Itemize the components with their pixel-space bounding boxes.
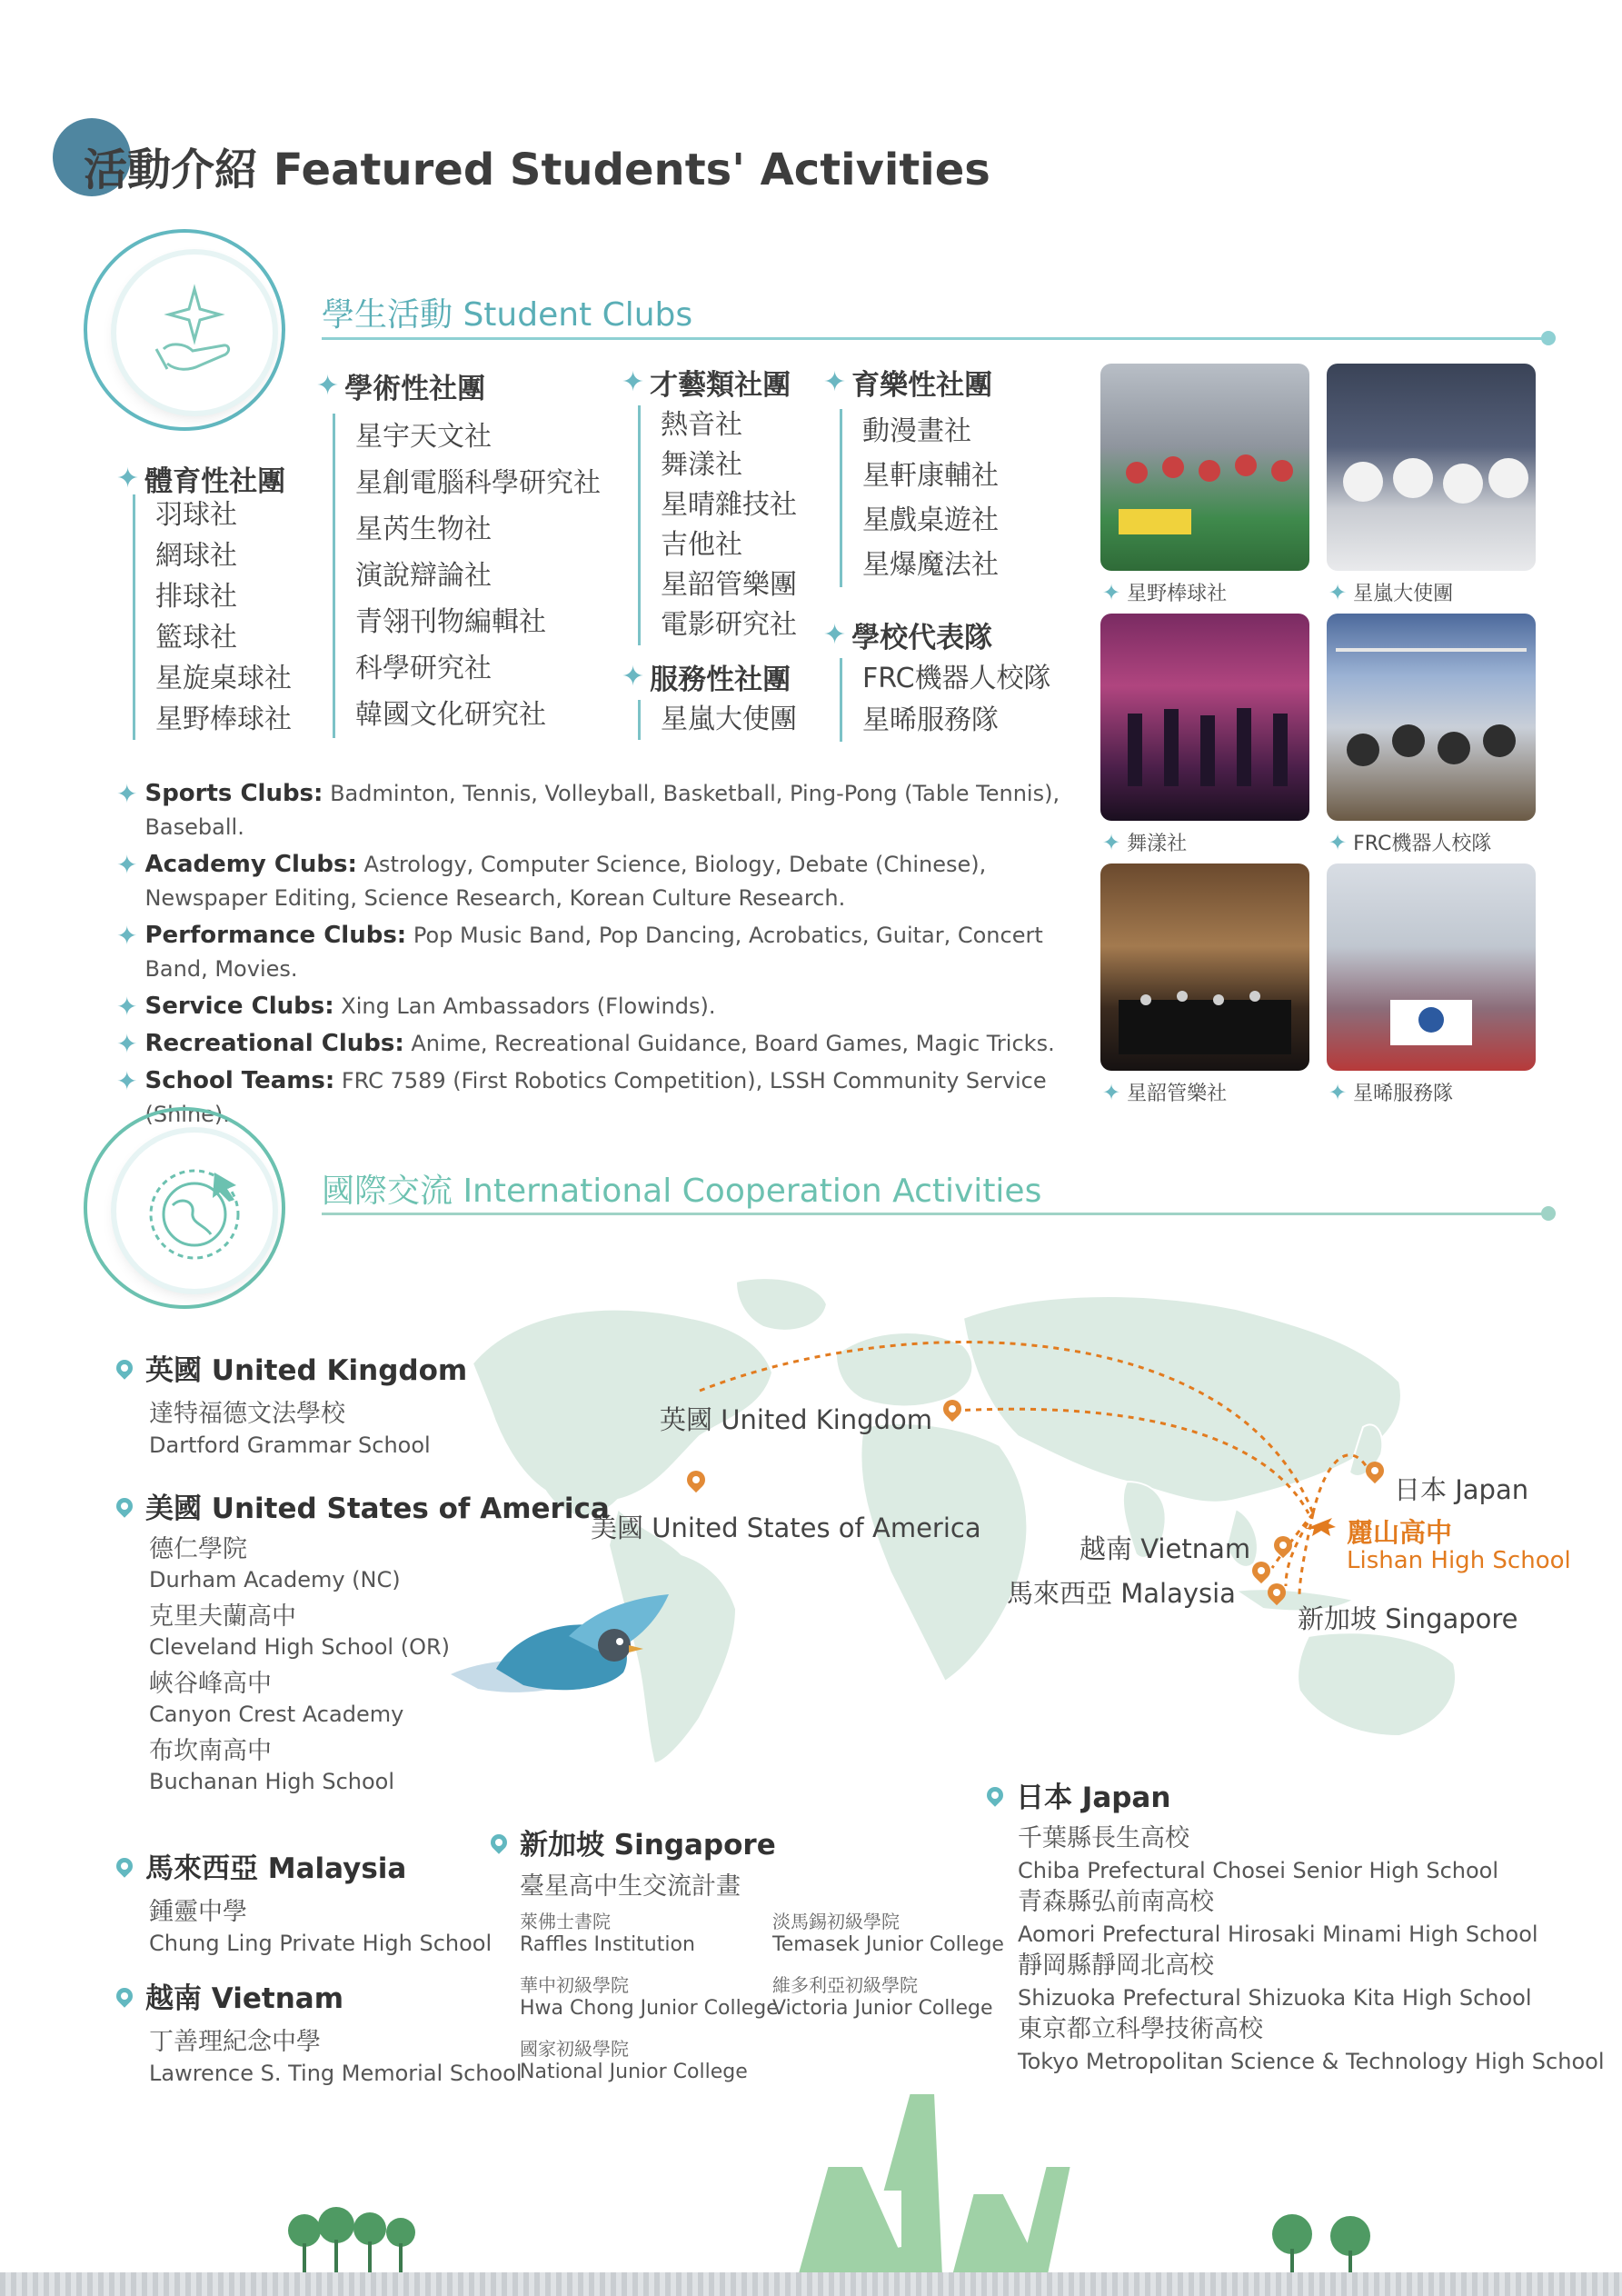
intl-section-line: [322, 1213, 1548, 1215]
star-bullet-icon: ✦: [316, 370, 340, 402]
photo-caption: ✦ 舞漾社: [1102, 830, 1188, 855]
club-item: 羽球社: [155, 499, 237, 531]
star-bullet-icon: ✦: [1328, 830, 1348, 855]
map-label-home-en: Lishan High School: [1347, 1547, 1571, 1574]
school-name-en: Temasek Junior College: [772, 1933, 1004, 1956]
clubs-badge: [116, 255, 273, 411]
star-bullet-icon: ✦: [116, 463, 140, 494]
tree-icon: [286, 2203, 423, 2276]
school-name-zh: 德仁學院: [149, 1535, 247, 1563]
location-pin-icon: [113, 1494, 135, 1517]
sparkle-hand-icon: [116, 255, 273, 411]
club-item: 演說辯論社: [355, 560, 492, 592]
school-name-en: Cleveland High School (OR): [149, 1634, 450, 1660]
school-name-zh: 萊佛士書院: [520, 1911, 611, 1932]
club-item: 星創電腦科學研究社: [355, 467, 601, 499]
school-teams-head: ✦ 學校代表隊: [823, 619, 993, 654]
star-bullet-icon: ✦: [116, 1029, 138, 1059]
school-teams-list: [840, 658, 1051, 742]
map-label-singapore: 新加坡 Singapore: [1298, 1603, 1518, 1634]
star-bullet-icon: ✦: [1328, 580, 1348, 605]
country-block-usa: [116, 1485, 610, 1795]
country-block-uk: [116, 1347, 467, 1458]
country-heading: 美國 United States of America: [116, 1485, 610, 1526]
location-pin-icon: [983, 1783, 1006, 1806]
performance-clubs-list: [638, 405, 797, 645]
recreational-clubs-list: [840, 409, 999, 587]
club-item: 星野棒球社: [155, 704, 292, 735]
club-item: 青翎刊物編輯社: [355, 606, 546, 638]
tree-icon: [1265, 2209, 1383, 2281]
school-name-en: Durham Academy (NC): [149, 1567, 401, 1592]
country-block-japan: [987, 1774, 1604, 2077]
description-row: ✦ Sports Clubs: Badminton, Tennis, Volleyball, Basketball, Ping-Pong (Table Tennis), Baseball.: [116, 779, 1060, 840]
school-name-zh: 峽谷峰高中: [149, 1670, 272, 1698]
school-name-zh: 丁善理紀念中學: [149, 2028, 321, 2056]
school-name-en: Canyon Crest Academy: [149, 1702, 404, 1727]
club-item: FRC機器人校隊: [862, 663, 1051, 694]
club-item: 星韶管樂團: [661, 569, 797, 601]
club-item: 星嵐大使團: [661, 704, 797, 735]
club-item: 籃球社: [155, 622, 237, 654]
description-row: ✦ Recreational Clubs: Anime, Recreational Guidance, Board Games, Magic Tricks.: [116, 1029, 1055, 1059]
star-bullet-icon: ✦: [622, 661, 645, 693]
description-row: ✦ Performance Clubs: Pop Music Band, Pop Dancing, Acrobatics, Guitar, Concert Band, Movies.: [116, 921, 1043, 982]
school-name-zh: 鍾靈中學: [149, 1898, 247, 1926]
school-name-en: Lawrence S. Ting Memorial School: [149, 2061, 522, 2086]
club-item: 動漫畫社: [862, 415, 971, 447]
location-pin-icon: [113, 1356, 135, 1379]
airplane-icon: [1301, 1509, 1338, 1545]
nn-logo-sculpture: [772, 2056, 1081, 2296]
program-name: 臺星高中生交流計畫: [520, 1872, 741, 1901]
club-item: 星旋桌球社: [155, 663, 292, 694]
star-bullet-icon: ✦: [622, 366, 645, 398]
intl-section-title: 國際交流 International Cooperation Activities: [322, 1173, 1042, 1210]
map-label-vietnam: 越南 Vietnam: [1080, 1533, 1251, 1564]
academy-clubs-head: ✦ 學術性社團: [316, 370, 486, 405]
country-heading: 日本 Japan: [987, 1774, 1604, 1815]
photo-caption: ✦ 星野棒球社: [1102, 580, 1228, 605]
sports-clubs-list: [133, 494, 292, 740]
intl-badge: [116, 1133, 273, 1289]
club-item: 舞漾社: [661, 449, 742, 481]
club-item: 星晞服務隊: [862, 704, 999, 736]
club-item: 吉他社: [661, 529, 742, 561]
map-label-malaysia: 馬來西亞 Malaysia: [1007, 1578, 1236, 1609]
club-item: 科學研究社: [355, 653, 492, 684]
photo-caption: ✦ 星韶管樂社: [1102, 1080, 1228, 1105]
photo-caption: ✦ 星晞服務隊: [1328, 1080, 1454, 1105]
ground-strip: [0, 2272, 1622, 2296]
school-name-zh: 國家初級學院: [520, 2038, 629, 2060]
club-item: 網球社: [155, 540, 237, 572]
map-label-usa: 美國 United States of America: [591, 1512, 981, 1543]
description-row: ✦ Service Clubs: Xing Lan Ambassadors (Flowinds).: [116, 992, 716, 1022]
school-name-en: Buchanan High School: [149, 1769, 395, 1794]
club-item: 韓國文化研究社: [355, 699, 546, 731]
school-name-zh: 華中初級學院: [520, 1974, 629, 1996]
page-title: 活動介紹 Featured Students' Activities: [84, 145, 990, 195]
star-bullet-icon: ✦: [116, 779, 138, 809]
map-label-japan: 日本 Japan: [1394, 1474, 1529, 1505]
club-item: 星宇天文社: [355, 421, 492, 453]
country-block-vietnam: [116, 1975, 522, 2086]
star-bullet-icon: ✦: [116, 850, 138, 880]
recreational-clubs-head: ✦ 育樂性社團: [823, 366, 993, 402]
club-item: 排球社: [155, 581, 237, 613]
school-name-zh: 克里夫蘭高中: [149, 1602, 296, 1631]
school-name-en: Victoria Junior College: [772, 1997, 993, 2020]
country-heading: 越南 Vietnam: [116, 1975, 522, 2016]
school-name-zh: 靜岡縣靜岡北高校: [1018, 1952, 1214, 1980]
photo-caption: ✦ FRC機器人校隊: [1328, 830, 1492, 855]
school-name-zh: 千葉縣長生高校: [1018, 1824, 1189, 1852]
star-bullet-icon: ✦: [1102, 580, 1121, 605]
club-item: 星軒康輔社: [862, 460, 999, 492]
club-item: 星芮生物社: [355, 514, 492, 545]
country-heading: 英國 United Kingdom: [116, 1347, 467, 1388]
school-name-en: Tokyo Metropolitan Science & Technology High School: [1018, 2049, 1605, 2074]
photo-baseball-club: [1100, 364, 1309, 571]
photo-shine-service-team: [1327, 863, 1536, 1071]
photo-frc-team: [1327, 614, 1536, 821]
clubs-section-line-end: [1541, 331, 1556, 345]
photo-dance-club: [1100, 614, 1309, 821]
school-name-en: Aomori Prefectural Hirosaki Minami High School: [1018, 1922, 1538, 1947]
sports-clubs-head: ✦ 體育性社團: [116, 463, 286, 498]
location-pin-icon: [113, 1984, 135, 2007]
school-name-zh: 青森縣弘前南高校: [1018, 1888, 1214, 1916]
photo-concert-band: [1100, 863, 1309, 1071]
star-bullet-icon: ✦: [823, 619, 847, 651]
country-heading: 馬來西亞 Malaysia: [116, 1845, 492, 1886]
performance-clubs-head: ✦ 才藝類社團: [622, 366, 791, 402]
club-item: 星戲桌遊社: [862, 504, 999, 536]
club-item: 熱音社: [661, 409, 742, 441]
school-name-en: Chiba Prefectural Chosei Senior High School: [1018, 1858, 1499, 1883]
star-bullet-icon: ✦: [1102, 1080, 1121, 1105]
location-pin-icon: [113, 1854, 135, 1877]
clubs-section-line: [322, 337, 1548, 340]
star-bullet-icon: ✦: [1328, 1080, 1348, 1105]
star-bullet-icon: ✦: [116, 1066, 138, 1096]
globe-plane-icon: [116, 1133, 273, 1289]
school-name-en: Shizuoka Prefectural Shizuoka Kita High School: [1018, 1985, 1532, 2011]
club-descriptions: [116, 777, 1081, 1132]
country-heading: 新加坡 Singapore: [491, 1822, 1029, 1862]
academy-clubs-list: [333, 414, 601, 738]
intl-section-line-end: [1541, 1206, 1556, 1221]
description-row: ✦ Academy Clubs: Astrology, Computer Science, Biology, Debate (Chinese), Newspaper Editing, Science Research, Korean Culture Research.: [116, 850, 987, 911]
star-bullet-icon: ✦: [116, 921, 138, 951]
school-name-zh: 淡馬錫初級學院: [772, 1911, 900, 1932]
school-name-en: Chung Ling Private High School: [149, 1931, 493, 1956]
school-name-zh: 布坎南高中: [149, 1737, 272, 1765]
school-name-zh: 達特福德文法學校: [149, 1400, 345, 1428]
country-block-malaysia: [116, 1845, 492, 1956]
map-label-uk: 英國 United Kingdom: [660, 1404, 932, 1435]
clubs-section-title: 學生活動 Student Clubs: [322, 296, 693, 334]
service-clubs-list: [638, 700, 797, 740]
star-bullet-icon: ✦: [823, 366, 847, 398]
school-name-zh: 維多利亞初級學院: [772, 1974, 918, 1996]
school-name-en: Hwa Chong Junior College: [520, 1997, 779, 2020]
photo-caption: ✦ 星嵐大使團: [1328, 580, 1454, 605]
school-name-en: National Junior College: [520, 2061, 748, 2083]
map-label-home-zh: 麗山高中: [1347, 1517, 1453, 1548]
star-bullet-icon: ✦: [116, 992, 138, 1022]
club-item: 電影研究社: [661, 609, 797, 641]
service-clubs-head: ✦ 服務性社團: [622, 661, 791, 696]
club-item: 星爆魔法社: [862, 549, 999, 581]
school-name-zh: 東京都立科學技術高校: [1018, 2015, 1263, 2043]
photo-flowinds: [1327, 364, 1536, 571]
school-name-en: Raffles Institution: [520, 1933, 695, 1956]
school-name-en: Dartford Grammar School: [149, 1433, 431, 1458]
star-bullet-icon: ✦: [1102, 830, 1121, 855]
description-row: ✦ School Teams: FRC 7589 (First Robotics Competition), LSSH Community Service (Shine).: [116, 1066, 1047, 1127]
location-pin-icon: [487, 1831, 510, 1853]
club-item: 星晴雜技社: [661, 489, 797, 521]
